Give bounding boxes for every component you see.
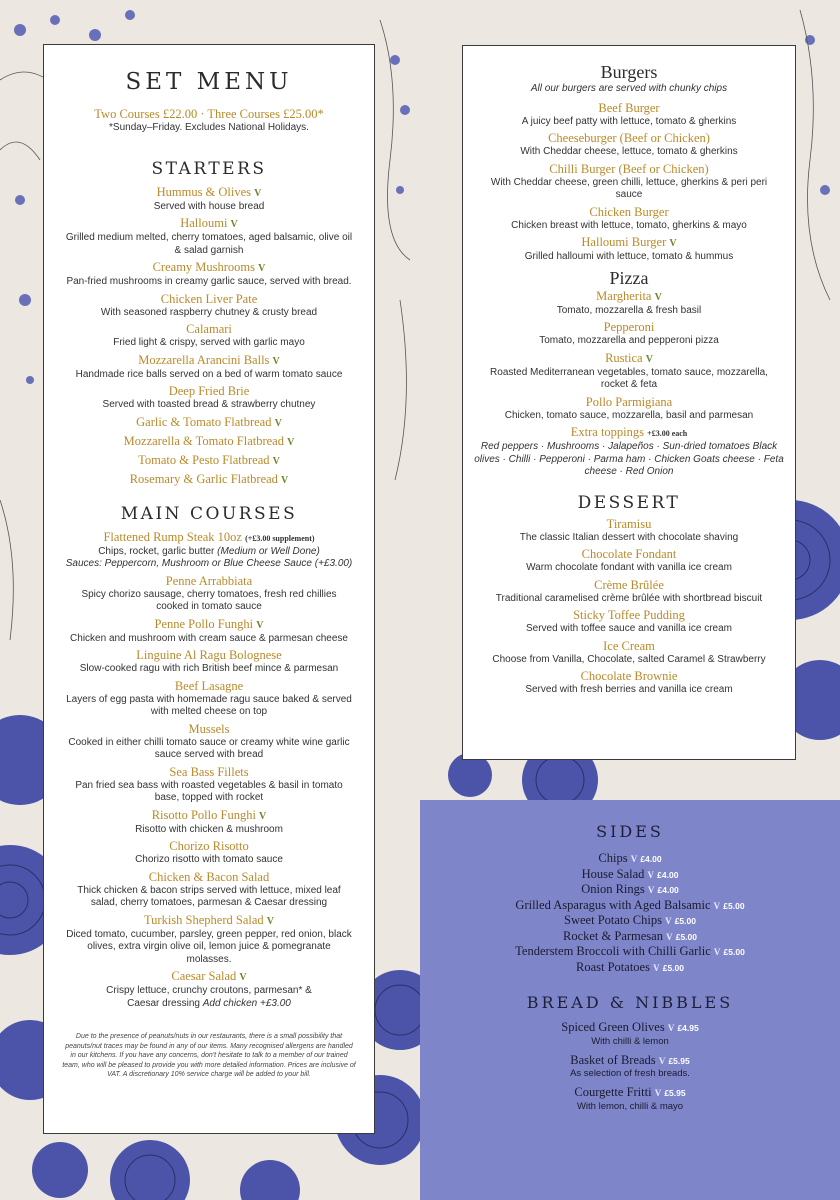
- dish-name: Linguine Al Ragu Bolognese: [136, 648, 282, 662]
- menu-item: [54, 765, 364, 805]
- side-title: [420, 867, 840, 883]
- menu-item: [54, 185, 364, 214]
- bread-heading: BREAD & NIBBLES: [526, 993, 734, 1012]
- dish-title: [473, 320, 785, 335]
- side-price: £4.00: [657, 869, 679, 880]
- dish-desc: Traditional caramelised crème brûlée with shortbread biscuit: [495, 592, 763, 604]
- menu-item: [54, 870, 364, 910]
- menu-item: [473, 351, 785, 392]
- menu-item: [54, 292, 364, 320]
- dish-title: [54, 472, 364, 488]
- menu-item: [54, 472, 364, 488]
- sides-heading: SIDES: [596, 822, 664, 841]
- dish-title: [473, 395, 785, 410]
- pizza-list: [473, 289, 785, 423]
- menu-item: [54, 808, 364, 837]
- dish-name: Chicken & Bacon Salad: [148, 869, 270, 884]
- burgers-subtitle: All our burgers are served with chunky chips: [530, 83, 728, 94]
- menu-item: [54, 574, 364, 614]
- veg-icon: V: [254, 187, 262, 199]
- dish-title: [54, 434, 364, 450]
- menu-item: [54, 384, 364, 412]
- veg-icon: V: [713, 900, 721, 911]
- menu-item-caesar: [54, 969, 364, 1010]
- dish-title: [54, 765, 364, 780]
- side-title: [420, 1053, 840, 1069]
- dish-desc: Chicken breast with lettuce, tomato, gherkins & mayo: [511, 219, 747, 231]
- side-title: [420, 1085, 840, 1101]
- side-price: £5.95: [664, 1088, 686, 1098]
- side-title: [420, 960, 840, 976]
- side-price: £4.95: [677, 1023, 699, 1033]
- mains-list: [54, 574, 364, 967]
- dish-title: [54, 679, 364, 694]
- steak-supplement: (+£3.00 supplement): [245, 533, 315, 543]
- dish-desc: Served with toffee sauce and vanilla ice cream: [525, 623, 733, 634]
- side-desc: With chilli & lemon: [591, 1035, 669, 1047]
- dish-name: Chicken Burger: [589, 204, 669, 219]
- dish-desc: Served with fresh berries and vanilla ice cream: [525, 684, 733, 695]
- dish-title: [54, 808, 364, 824]
- menu-item: [473, 205, 785, 233]
- side-item: [420, 867, 840, 883]
- extras-list: Red peppers · Mushrooms · Jalapeños · Sun-dried tomatoes Black olives · Chilli · Pepperoni · Parma ham · Chicken Goats cheese · Feta cheese · Red Onion: [474, 441, 784, 477]
- menu-item: [473, 517, 785, 545]
- dish-title: [473, 235, 785, 251]
- menu-item: [473, 395, 785, 423]
- dish-title: [473, 205, 785, 220]
- bread-list: [420, 1020, 840, 1112]
- side-price: £5.00: [674, 916, 696, 926]
- dish-title: [473, 639, 785, 654]
- dish-name: Garlic & Tomato Flatbread: [136, 414, 272, 429]
- dish-name: Hummus & Olives: [156, 184, 252, 199]
- dish-title: [54, 353, 364, 369]
- set-menu-title: SET MENU: [125, 69, 293, 95]
- dish-title: [473, 289, 785, 305]
- side-title: [420, 944, 840, 960]
- dish-title: [54, 453, 364, 469]
- menu-item: [473, 669, 785, 697]
- dish-title: [54, 260, 364, 276]
- menu-item: [54, 679, 364, 719]
- dish-name: Tiramisu: [606, 516, 652, 531]
- side-price: £4.00: [657, 885, 679, 895]
- veg-icon: V: [630, 854, 638, 864]
- veg-icon: V: [669, 238, 677, 249]
- veg-icon: V: [274, 417, 282, 429]
- veg-icon: V: [230, 219, 238, 230]
- dish-desc: With seasoned raspberry chutney & crusty bread: [100, 306, 318, 318]
- dish-title: [473, 608, 785, 623]
- dish-desc: Risotto with chicken & mushroom: [135, 823, 283, 835]
- dish-title: [54, 292, 364, 307]
- veg-icon: V: [647, 869, 655, 880]
- dessert-heading: DESSERT: [577, 492, 681, 513]
- dish-desc: Roasted Mediterranean vegetables, tomato sauce, mozzarella, rocket & feta: [490, 366, 768, 390]
- dish-name: Pollo Parmigiana: [585, 394, 673, 409]
- dish-name: Sea Bass Fillets: [169, 764, 249, 779]
- side-title: [420, 1020, 840, 1036]
- dish-desc: Slow-cooked ragu with rich British beef mince & parmesan: [79, 663, 339, 674]
- extras-price: +£3.00 each: [647, 429, 688, 438]
- side-name: Onion Rings: [581, 882, 645, 896]
- dish-name: Halloumi Burger: [581, 235, 667, 249]
- dish-desc: Grilled medium melted, cherry tomatoes, aged balsamic, olive oil & salad garnish: [65, 232, 353, 256]
- veg-icon: V: [266, 915, 275, 927]
- starters-heading: STARTERS: [151, 158, 267, 179]
- veg-icon: V: [658, 1055, 666, 1066]
- dish-desc: Choose from Vanilla, Chocolate, salted Caramel & Strawberry: [492, 653, 766, 665]
- caesar-desc: Crispy lettuce, crunchy croutons, parmesan* & Caesar dressing: [106, 985, 312, 1009]
- veg-icon: V: [713, 947, 721, 957]
- veg-icon: V: [258, 263, 266, 274]
- dish-desc: Fried light & crispy, served with garlic mayo: [113, 337, 305, 348]
- veg-icon: V: [666, 931, 673, 942]
- side-title: [420, 898, 840, 914]
- dish-desc: Diced tomato, cucumber, parsley, green pepper, red onion, black olives, extra virgin olive oil, lemon juice & pomegranate molasses.: [66, 928, 352, 965]
- dish-title: [473, 101, 785, 116]
- extras-label: Extra toppings: [570, 425, 645, 439]
- side-item: [420, 1020, 840, 1047]
- dish-title: [473, 351, 785, 367]
- veg-icon: V: [287, 436, 295, 448]
- pizza-extras: [473, 425, 785, 479]
- side-name: Spiced Green Olives: [561, 1020, 665, 1034]
- dish-name: Chilli Burger (Beef or Chicken): [549, 161, 709, 176]
- dish-name: Beef Lasagne: [174, 678, 244, 693]
- side-name: Tenderstem Broccoli with Chilli Garlic: [515, 944, 711, 958]
- dish-name: Calamari: [186, 322, 232, 336]
- dish-name: Chorizo Risotto: [169, 839, 249, 853]
- menu-item: [473, 235, 785, 264]
- side-price: £5.00: [675, 931, 697, 942]
- dish-name: Chocolate Fondant: [581, 547, 677, 561]
- dish-name: Cheeseburger (Beef or Chicken): [548, 131, 710, 145]
- dish-name: Tomato & Pesto Flatbread: [138, 452, 270, 467]
- menu-item: [473, 320, 785, 348]
- side-name: Basket of Breads: [570, 1052, 656, 1067]
- veg-icon: V: [272, 355, 280, 367]
- dish-name: Halloumi: [180, 216, 228, 230]
- burgers-list: [473, 101, 785, 264]
- burgers-heading: Burgers: [600, 62, 658, 82]
- veg-icon: V: [259, 810, 267, 822]
- side-name: Grilled Asparagus with Aged Balsamic: [515, 897, 711, 912]
- sides-list: [420, 851, 840, 975]
- dish-desc: Layers of egg pasta with homemade ragu sauce baked & served with melted cheese on top: [66, 693, 352, 717]
- dish-name: Mussels: [188, 721, 230, 736]
- dish-title: [54, 617, 364, 633]
- side-item: [420, 960, 840, 976]
- side-price: £4.00: [640, 854, 662, 864]
- dish-title: [473, 669, 785, 684]
- dish-desc: Chicken and mushroom with cream sauce & parmesan cheese: [70, 632, 348, 644]
- menu-item: [473, 289, 785, 318]
- mains-right-panel: [462, 45, 796, 760]
- dish-title: [54, 322, 364, 337]
- set-menu-panel: [43, 44, 375, 1134]
- dish-desc: Spicy chorizo sausage, cherry tomatoes, fresh red chillies cooked in tomato sauce: [81, 588, 337, 612]
- dish-title: [54, 913, 364, 929]
- dish-desc: With Cheddar cheese, lettuce, tomato & gherkins: [520, 146, 738, 157]
- side-item: [420, 882, 840, 898]
- side-item: [420, 1053, 840, 1080]
- allergen-note: Due to the presence of peanuts/nuts in our restaurants, there is a small possibility that peanuts/nut traces may be found in any of our items. Many recognised allergens are handled in our kitchens. If you have any concerns, don't hesitate to talk to a member of our trained team, who will be pleased to provide you with more detailed information. Prices are inclusive of VAT. A discretionary 10% service charge will be added to your bill.: [62, 1033, 356, 1078]
- dish-title: [54, 648, 364, 663]
- dish-name: Deep Fried Brie: [168, 384, 250, 398]
- veg-icon: V: [654, 291, 662, 303]
- side-name: Roast Potatoes: [576, 959, 650, 974]
- dish-name: Chicken Liver Pate: [160, 291, 258, 306]
- dish-title: [54, 384, 364, 399]
- dish-desc: Thick chicken & bacon strips served with lettuce, mixed leaf salad, cherry tomatoes, parmesan & Caesar dressing: [77, 884, 341, 908]
- side-price: £5.00: [723, 900, 745, 911]
- veg-icon: V: [256, 619, 264, 631]
- dish-title: [54, 185, 364, 201]
- veg-icon: V: [281, 474, 289, 486]
- dish-title: [473, 578, 785, 593]
- pizza-heading: Pizza: [609, 267, 649, 288]
- menu-item: [54, 722, 364, 762]
- menu-item: [54, 617, 364, 646]
- dish-name: Chocolate Brownie: [580, 669, 678, 683]
- side-price: £5.00: [723, 947, 745, 957]
- menu-item: [54, 322, 364, 350]
- side-name: Courgette Fritti: [574, 1085, 652, 1099]
- dish-desc: Tomato, mozzarella & fresh basil: [556, 304, 702, 316]
- menu-item: [473, 547, 785, 575]
- menu-item-steak: [54, 530, 364, 571]
- set-menu-price: Two Courses £22.00 · Three Courses £25.00*: [94, 107, 324, 121]
- dish-desc: Cooked in either chilli tomato sauce or creamy white wine garlic sauce served with bread: [68, 736, 350, 760]
- veg-icon: V: [654, 1088, 662, 1098]
- menu-item: [473, 131, 785, 159]
- dish-desc: With Cheddar cheese, green chilli, lettuce, gherkins & peri peri sauce: [490, 176, 768, 200]
- dish-title: [54, 839, 364, 854]
- menu-item: [54, 913, 364, 967]
- dish-name: Rosemary & Garlic Flatbread: [129, 471, 278, 486]
- menu-item: [54, 260, 364, 289]
- dish-name: Margherita: [596, 288, 652, 303]
- caesar-add: Add chicken +£3.00: [202, 997, 291, 1009]
- menu-item: [54, 453, 364, 469]
- dish-name: Turkish Shepherd Salad: [143, 912, 264, 927]
- dish-name: Creamy Mushrooms: [152, 260, 256, 274]
- dish-desc: A juicy beef patty with lettuce, tomato & gherkins: [521, 115, 737, 127]
- side-item: [420, 944, 840, 960]
- dish-desc: Pan-fried mushrooms in creamy garlic sauce, served with bread.: [66, 276, 352, 287]
- dish-name: Pepperoni: [603, 320, 655, 334]
- dish-name: Sticky Toffee Pudding: [573, 608, 685, 622]
- side-title: [420, 913, 840, 929]
- dish-title: [473, 131, 785, 146]
- dish-title: [54, 216, 364, 232]
- menu-item: [473, 578, 785, 606]
- side-desc: With lemon, chilli & mayo: [576, 1100, 684, 1112]
- dish-desc: Warm chocolate fondant with vanilla ice cream: [526, 562, 732, 573]
- dish-title: [54, 722, 364, 737]
- dish-name: Penne Arrabbiata: [165, 573, 253, 588]
- menu-item: [54, 839, 364, 867]
- veg-icon: V: [272, 455, 280, 467]
- side-price: £5.95: [668, 1055, 690, 1066]
- side-item: [420, 1085, 840, 1112]
- steak-sauces: Sauces: Peppercorn, Mushroom or Blue Cheese Sauce (+£3.00): [65, 558, 353, 569]
- side-name: Sweet Potato Chips: [564, 913, 662, 927]
- dish-desc: The classic Italian dessert with chocolate shaving: [519, 531, 739, 543]
- side-desc: As selection of fresh breads.: [570, 1068, 690, 1079]
- side-title: [420, 929, 840, 945]
- menu-item: [54, 216, 364, 257]
- dish-title: [54, 415, 364, 431]
- dish-name: Mozzarella Arancini Balls: [138, 352, 270, 367]
- dish-desc: Served with house bread: [153, 200, 265, 212]
- dish-desc: Grilled halloumi with lettuce, tomato & hummus: [524, 251, 734, 262]
- veg-icon: V: [239, 972, 247, 983]
- dish-title: [473, 517, 785, 532]
- side-item: [420, 898, 840, 914]
- starters-list: [54, 185, 364, 488]
- dish-name: Beef Burger: [598, 100, 660, 115]
- side-name: Rocket & Parmesan: [562, 928, 663, 943]
- sides-panel: [420, 800, 840, 1200]
- steak-name: Flattened Rump Steak 10oz: [103, 529, 242, 544]
- side-item: [420, 851, 840, 867]
- side-item: [420, 929, 840, 945]
- side-title: [420, 882, 840, 898]
- menu-item: [473, 162, 785, 202]
- dish-desc: Chorizo risotto with tomato sauce: [135, 854, 283, 865]
- side-name: Chips: [598, 851, 628, 865]
- dish-name: Penne Pollo Funghi: [154, 616, 254, 631]
- veg-icon: V: [665, 916, 672, 926]
- dish-name: Rustica: [605, 350, 643, 365]
- side-title: [420, 851, 840, 867]
- menu-item: [473, 639, 785, 667]
- menu-item: [54, 648, 364, 676]
- caesar-name: Caesar Salad: [171, 969, 237, 983]
- dish-title: [473, 547, 785, 562]
- side-price: £5.00: [662, 962, 684, 973]
- mains-heading: MAIN COURSES: [120, 503, 298, 524]
- dish-title: [54, 574, 364, 589]
- veg-icon: V: [653, 962, 660, 973]
- steak-desc: Chips, rocket, garlic butter: [98, 545, 215, 557]
- dish-name: Ice Cream: [603, 638, 655, 653]
- steak-desc-italic: (Medium or Well Done): [217, 545, 320, 557]
- menu-item: [54, 353, 364, 382]
- dish-name: Mozzarella & Tomato Flatbread: [123, 433, 284, 448]
- veg-icon: V: [667, 1023, 675, 1033]
- side-name: House Salad: [581, 866, 645, 881]
- menu-item: [473, 608, 785, 636]
- veg-icon: V: [645, 353, 653, 365]
- dish-desc: Pan fried sea bass with roasted vegetables & basil in tomato base, topped with rocket: [75, 779, 343, 803]
- dish-desc: Served with toasted bread & strawberry chutney: [102, 399, 316, 410]
- dish-name: Crème Brûlée: [594, 577, 664, 592]
- dish-desc: Chicken, tomato sauce, mozzarella, basil and parmesan: [504, 409, 754, 421]
- menu-item: [54, 415, 364, 431]
- menu-item: [54, 434, 364, 450]
- menu-item: [473, 101, 785, 129]
- dish-name: Risotto Pollo Funghi: [151, 807, 256, 822]
- dish-title: [54, 870, 364, 885]
- side-item: [420, 913, 840, 929]
- dish-desc: Handmade rice balls served on a bed of warm tomato sauce: [75, 368, 343, 380]
- dish-desc: Tomato, mozzarella and pepperoni pizza: [539, 335, 719, 346]
- dessert-list: [473, 517, 785, 697]
- set-menu-conditions: *Sunday–Friday. Excludes National Holidays.: [109, 122, 309, 133]
- dish-title: [473, 162, 785, 177]
- veg-icon: V: [647, 885, 655, 895]
